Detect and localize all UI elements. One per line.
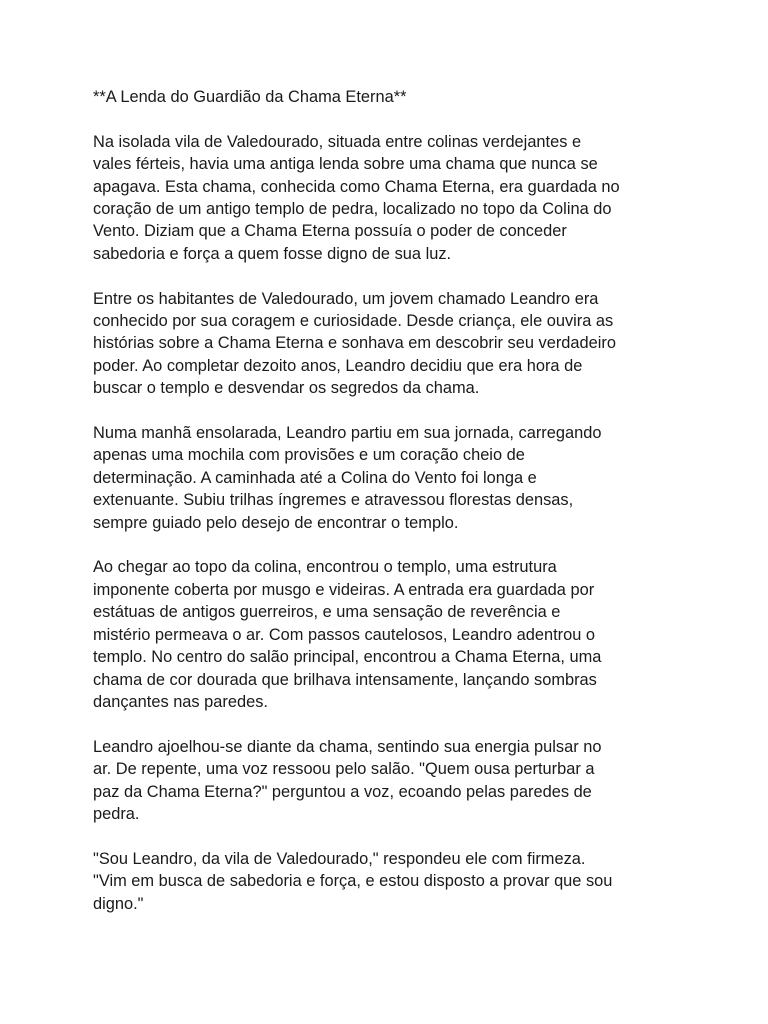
paragraph-5: Leandro ajoelhou-se diante da chama, sentindo sua energia pulsar no ar. De repente, uma voz ressoou pelo salão. "Quem ousa perturbar a paz da Chama Eterna?" perguntou a voz, ecoando pelas paredes de pedra. [93,737,602,823]
document-page [93,86,693,937]
paragraph-3: Numa manhã ensolarada, Leandro partiu em sua jornada, carregando apenas uma mochila com provisões e um coração cheio de determinação. A caminhada até a Colina do Vento foi longa e extenuante. Subiu trilhas íngremes e atravessou florestas densas, sempre guiado pelo desejo de encontrar o templo. [93,424,602,532]
paragraph-6: "Sou Leandro, da vila de Valedourado," respondeu ele com firmeza. "Vim em busca de sabedoria e força, e estou disposto a provar que sou digno." [93,849,613,913]
paragraph-4: Ao chegar ao topo da colina, encontrou o templo, uma estrutura imponente coberta por musgo e videiras. A entrada era guardada por estátuas de antigos guerreiros, e uma sensação de reverência e mistério permeava o ar. Com passos cautelosos, Leandro adentrou o templo. No centro do salão principal, encontrou a Chama Eterna, uma chama de cor dourada que brilhava intensamente, lançando sombras dançantes nas paredes. [93,558,602,711]
document-title: **A Lenda do Guardião da Chama Eterna** [93,88,407,106]
paragraph-2: Entre os habitantes de Valedourado, um jovem chamado Leandro era conhecido por sua coragem e curiosidade. Desde criança, ele ouvira as histórias sobre a Chama Eterna e sonhava em descobrir seu verdadeiro poder. Ao completar dezoito anos, Leandro decidiu que era hora de buscar o templo e desvendar os segredos da chama. [93,289,616,398]
paragraph-1: Na isolada vila de Valedourado, situada entre colinas verdejantes e vales férteis, havia uma antiga lenda sobre uma chama que nunca se apagava. Esta chama, conhecida como Chama Eterna, era guardada no coração de um antigo templo de pedra, localizado no topo da Colina do Vento. Diziam que a Chama Eterna possuía o poder de conceder sabedoria e força a quem fosse digno de sua luz. [93,132,620,263]
